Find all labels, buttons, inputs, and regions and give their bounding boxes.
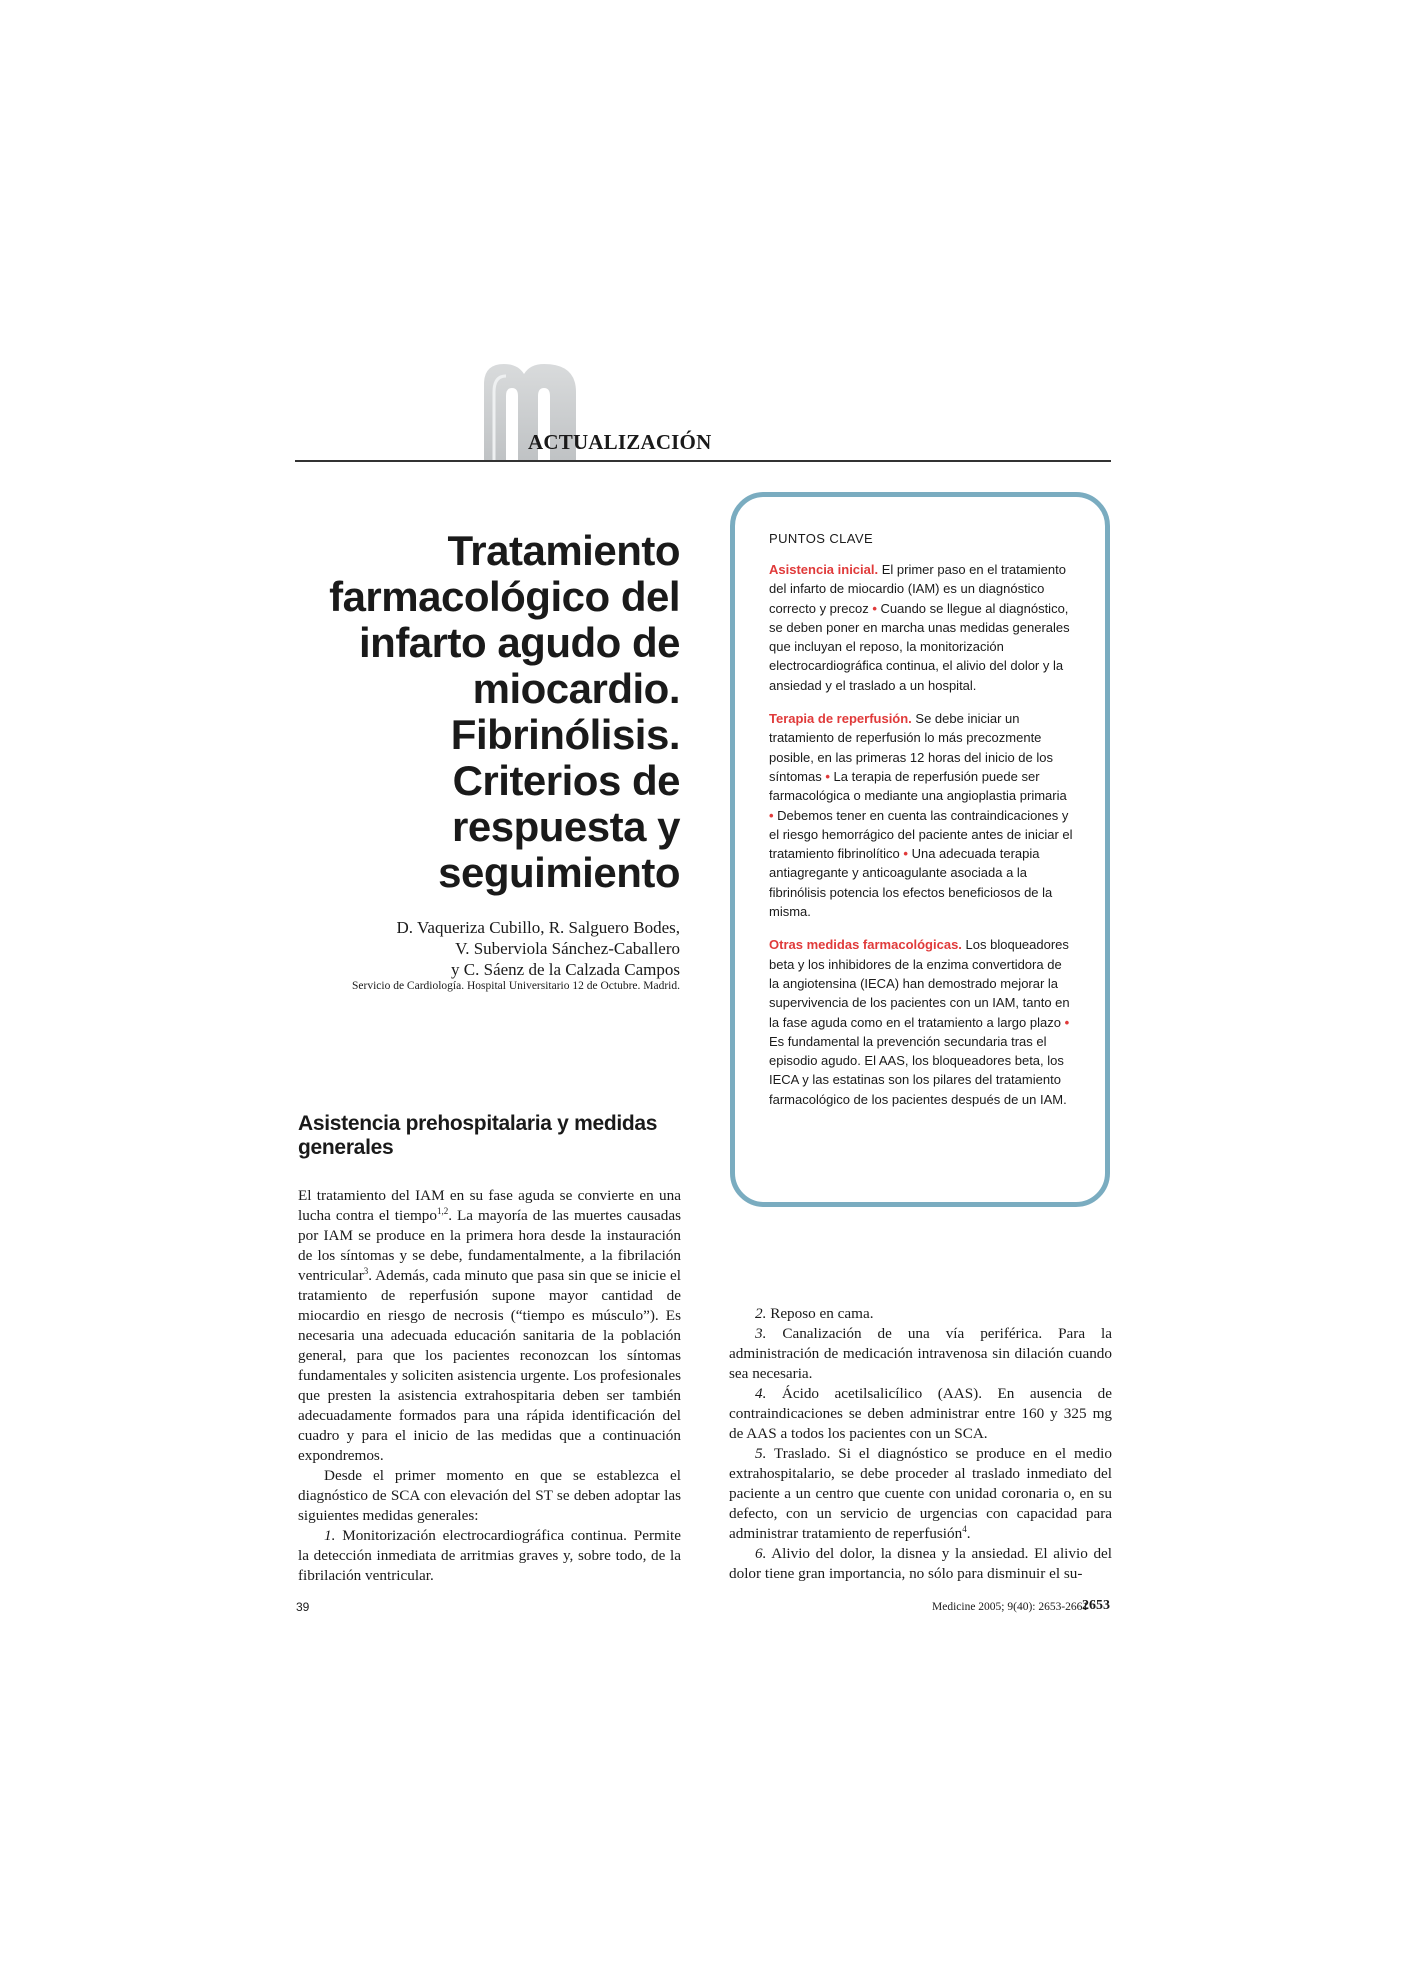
measure-number: 4. <box>755 1385 767 1402</box>
text-run: El tratamiento del IAM en su fase aguda se convierte en una lucha contra el tiempo <box>298 1187 681 1224</box>
key-points-box <box>730 492 1110 1207</box>
bullet-icon: • <box>1064 1014 1070 1030</box>
measure-number: 3. <box>755 1325 767 1342</box>
measure-number: 5. <box>755 1445 767 1462</box>
citation: 4 <box>962 1523 967 1534</box>
body-column-right <box>729 1304 1112 1584</box>
article-title: Tratamiento farmacológico del infarto agudo de miocardio. Fibrinólisis. Criterios de respuesta y seguimiento <box>329 527 680 896</box>
key-point-text: La terapia de reperfusión puede ser farmacológica o mediante una angioplastia primaria <box>769 768 1067 804</box>
author-line: V. Suberviola Sánchez-Caballero <box>455 939 680 958</box>
citation: 1,2 <box>436 1205 449 1216</box>
body-column-left <box>298 1186 681 1586</box>
bullet-icon: • <box>903 846 912 862</box>
section-heading: Asistencia prehospitalaria y medidas generales <box>298 1112 658 1159</box>
measure-text: Alivio del dolor, la disnea y la ansiedad. El alivio del dolor tiene gran importancia, no sólo para disminuir el su- <box>729 1545 1112 1582</box>
key-point-text: Una adecuada terapia antiagregante y anticoagulante asociada a la fibrinólisis potencia los efectos beneficiosos de la misma. <box>769 846 1053 920</box>
measure-text: Canalización de una vía periférica. Para la administración de medicación intravenosa sin dilación cuando sea necesaria. <box>729 1325 1113 1382</box>
measure-text: Monitorización electrocardiográfica continua. Permite la detección inmediata de arritmias graves y, sobre todo, de la fibrilación ventricular. <box>298 1527 682 1584</box>
author-line: D. Vaqueriza Cubillo, R. Salguero Bodes, <box>396 918 680 937</box>
body-paragraph <box>298 1186 681 1466</box>
page-number-left: 39 <box>296 1600 310 1614</box>
measure-text: Ácido acetilsalicílico (AAS). En ausencia de contraindicaciones se deben administrar entre 160 y 325 mg de AAS a todos los pacientes con un SCA. <box>729 1385 1112 1442</box>
key-point-item <box>769 709 1073 921</box>
page-number-right: 2653 <box>1082 1598 1110 1613</box>
measure-number: 1. <box>324 1527 336 1544</box>
section-label: ACTUALIZACIÓN <box>528 430 712 454</box>
citation: 3 <box>363 1265 369 1276</box>
key-point-heading: Asistencia inicial. <box>769 562 879 577</box>
key-point-heading: Otras medidas farmacológicas. <box>769 937 962 953</box>
key-point-text: Es fundamental la prevención secundaria tras el episodio agudo. El AAS, los bloqueadores beta, los IECA y las estatinas son los pilares del tratamiento farmacológico de los pacientes después de un IAM. <box>769 1033 1067 1107</box>
key-point-text: Los bloqueadores beta y los inhibidores de la enzima convertidora de la angiotensina (IECA) han demostrado mejorar la supervivencia de los pacientes con un IAM, tanto en la fase aguda como en el tratamiento a largo plazo <box>769 937 1070 1030</box>
journal-reference: Medicine 2005; 9(40): 2653-2661 <box>932 1601 1089 1613</box>
body-paragraph: Desde el primer momento en que se establezca el diagnóstico de SCA con elevación del ST se deben adoptar las siguientes medidas generales: <box>298 1467 681 1524</box>
affiliation: Servicio de Cardiología. Hospital Universitario 12 de Octubre. Madrid. <box>352 980 680 992</box>
author-line: y C. Sáenz de la Calzada Campos <box>451 960 680 979</box>
key-point-text: Se debe iniciar un tratamiento de reperfusión lo más precozmente posible, en las primeras 12 horas del inicio de los síntomas <box>769 711 1053 784</box>
text-run: . Además, cada minuto que pasa sin que se inicie el tratamiento de reperfusión supone mayor cantidad de miocardio en riesgo de necrosis (“tiempo es músculo”). Es necesaria una adecuada educación sanitaria de la población general, para que los pacientes reconozcan los síntomas fundamentales y soliciten asistencia urgente. Los profesionales que presten la asistencia extrahospitaria deben ser también adecuadamente formados para una rápida identificación del cuadro y para el inicio de las medidas que a continuación expondremos. <box>298 1267 681 1464</box>
measure-item <box>298 1526 681 1586</box>
key-point-text: Debemos tener en cuenta las contraindicaciones y el riesgo hemorrágico del paciente antes de iniciar el tratamiento fibrinolítico <box>769 807 1073 862</box>
key-points-title: PUNTOS CLAVE <box>769 531 874 546</box>
measure-item <box>729 1384 1112 1444</box>
bullet-icon: • <box>769 807 778 823</box>
text-run: . <box>966 1525 971 1542</box>
key-point-item <box>769 935 1073 1109</box>
measure-item <box>729 1544 1112 1584</box>
measure-text: Reposo en cama. <box>770 1305 874 1322</box>
bullet-icon: • <box>825 768 834 784</box>
measure-number: 6. <box>755 1545 767 1562</box>
authors <box>300 917 680 980</box>
measure-item <box>729 1324 1112 1384</box>
measure-item <box>729 1304 1112 1324</box>
header-divider <box>295 460 1111 462</box>
text-run: . La mayoría de las muertes causadas por IAM se produce en la primera hora desde la instauración de los síntomas y se debe, fundamentalmente, a la fibrilación ventricular <box>298 1207 681 1284</box>
key-point-heading: Terapia de reperfusión. <box>769 711 912 727</box>
key-point-text: El primer paso en el tratamiento del infarto de miocardio (IAM) es un diagnóstico correcto y precoz <box>769 562 1066 616</box>
key-point-item <box>769 560 1073 695</box>
measure-number: 2. <box>755 1305 767 1322</box>
measure-item <box>729 1444 1112 1544</box>
key-point-text: Cuando se llegue al diagnóstico, se deben poner en marcha unas medidas generales que incluyan el reposo, la monitorización electrocardiográfica continua, el alivio del dolor y la ansiedad y el traslado a un hospital. <box>769 600 1070 693</box>
measure-text: Traslado. Si el diagnóstico se produce en el medio extrahospitalario, se debe proceder al traslado inmediato del paciente a un centro que cuente con unidad coronaria o, en su defecto, con un servicio de urgencias con capacidad para administrar tratamiento de reperfusión <box>729 1445 1112 1542</box>
bullet-icon: • <box>872 600 881 616</box>
